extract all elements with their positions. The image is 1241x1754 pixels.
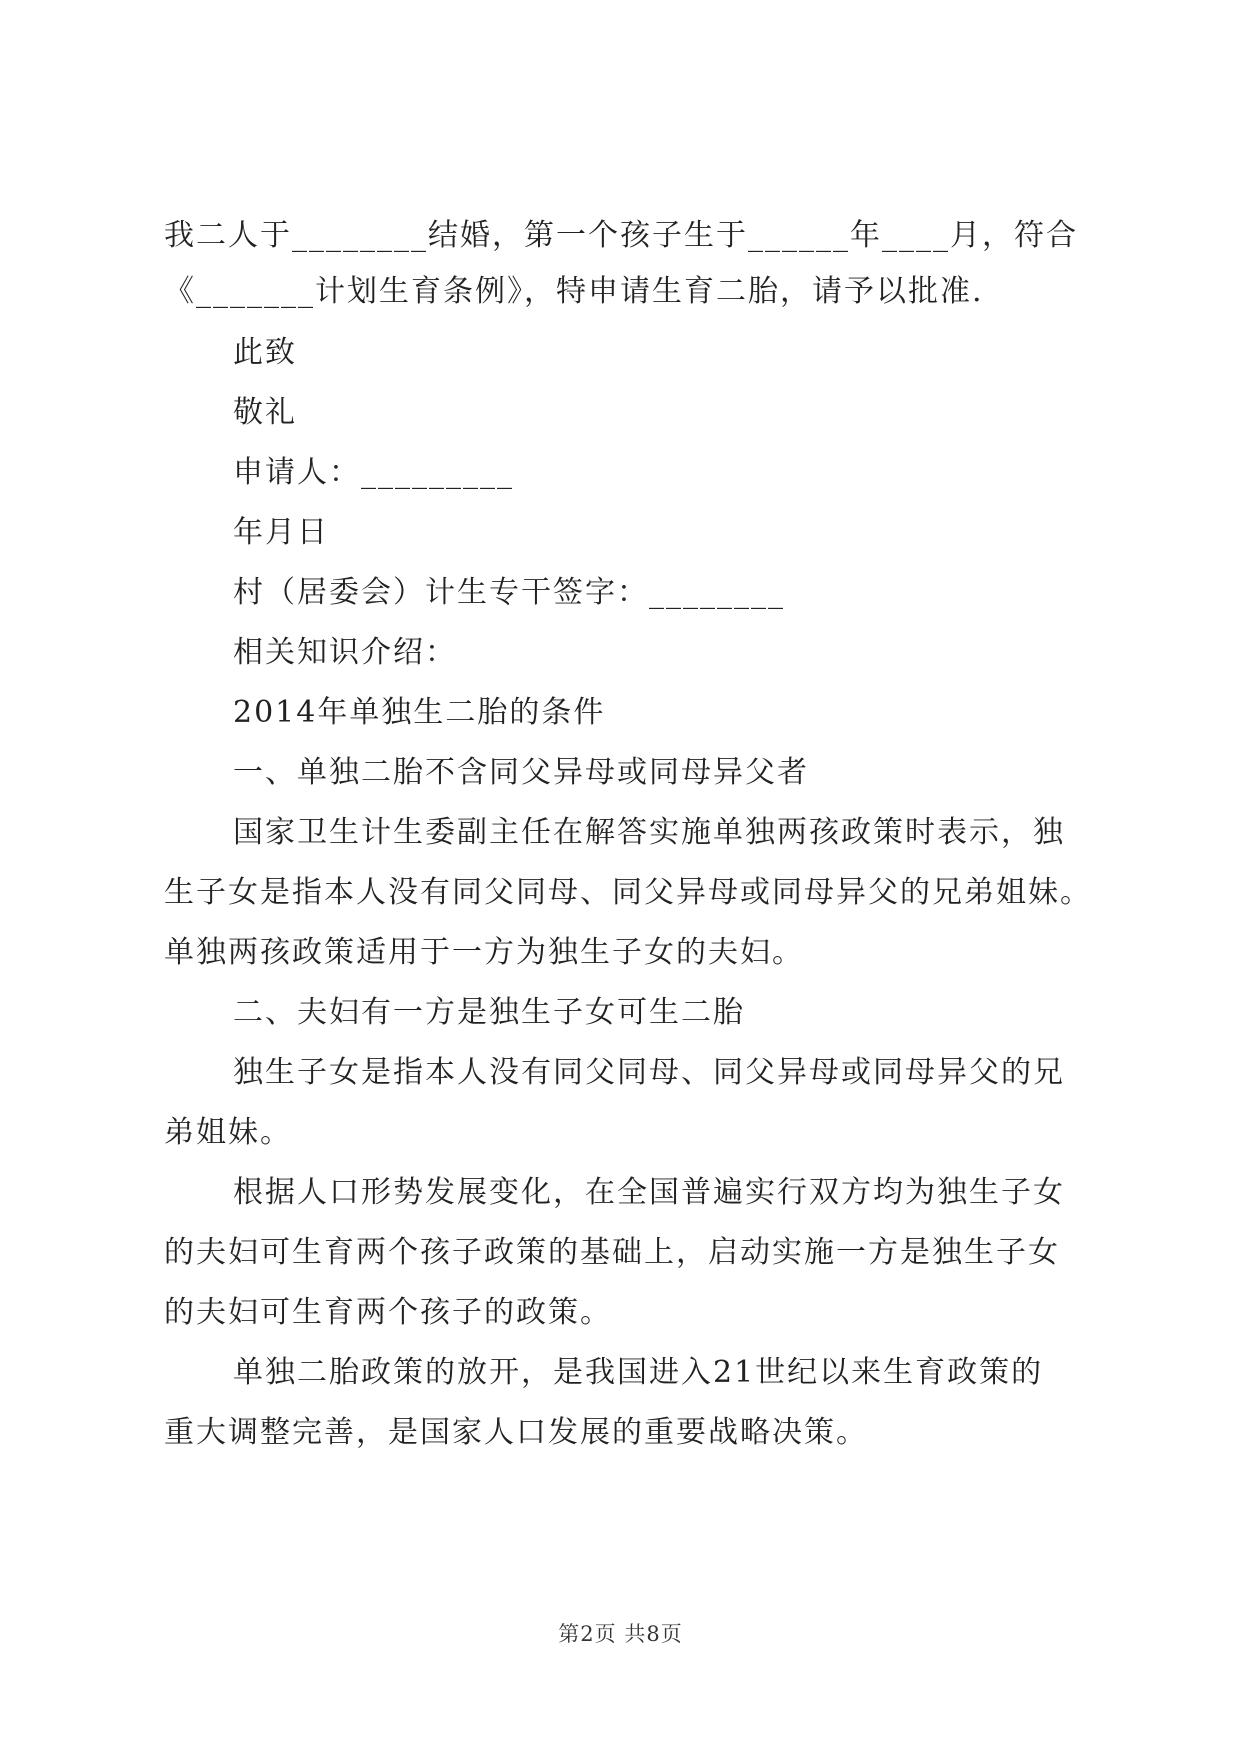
paragraph-1-line-3: 单独两孩政策适用于一方为独生子女的夫妇。 <box>164 935 804 970</box>
paragraph-1-line-2: 生子女是指本人没有同父同母、同父异母或同母异父的兄弟姐妹。 <box>164 875 1092 910</box>
paragraph-1-line-1: 国家卫生计生委副主任在解答实施单独两孩政策时表示，独 <box>233 815 1065 850</box>
page-number-footer: 第2页 共8页 <box>558 1622 683 1646</box>
paragraph-3-line-2: 的夫妇可生育两个孩子政策的基础上，启动实施一方是独生子女 <box>164 1235 1060 1270</box>
subheading-1: 一、单独二胎不含同父异母或同母异父者 <box>233 755 809 790</box>
paragraph-3-line-1: 根据人口形势发展变化，在全国普遍实行双方均为独生子女 <box>233 1175 1065 1210</box>
closing-salutation: 此致 <box>233 335 297 370</box>
section-title: 2014年单独生二胎的条件 <box>233 695 606 730</box>
paragraph-4-line-2: 重大调整完善，是国家人口发展的重要战略决策。 <box>164 1415 868 1450</box>
committee-signature-line: 村（居委会）计生专干签字：________ <box>233 575 785 610</box>
paragraph-2-line-1: 独生子女是指本人没有同父同母、同父异母或同母异父的兄 <box>233 1055 1065 1090</box>
closing-regards: 敬礼 <box>233 395 297 430</box>
paragraph-3-line-3: 的夫妇可生育两个孩子的政策。 <box>164 1295 612 1330</box>
paragraph-2-line-2: 弟姐妹。 <box>164 1115 292 1150</box>
date-line: 年月日 <box>233 515 329 550</box>
paragraph-4-line-1: 单独二胎政策的放开，是我国进入21世纪以来生育政策的 <box>233 1355 1044 1390</box>
application-body-line-1: 我二人于________结婚，第一个孩子生于______年____月，符合 <box>164 218 1078 253</box>
related-knowledge-heading: 相关知识介绍： <box>233 635 457 670</box>
application-body-line-2: 《_______计划生育条例》，特申请生育二胎，请予以批准. <box>164 274 984 309</box>
subheading-2: 二、夫妇有一方是独生子女可生二胎 <box>233 995 745 1030</box>
applicant-signature-line: 申请人：_________ <box>233 455 514 490</box>
